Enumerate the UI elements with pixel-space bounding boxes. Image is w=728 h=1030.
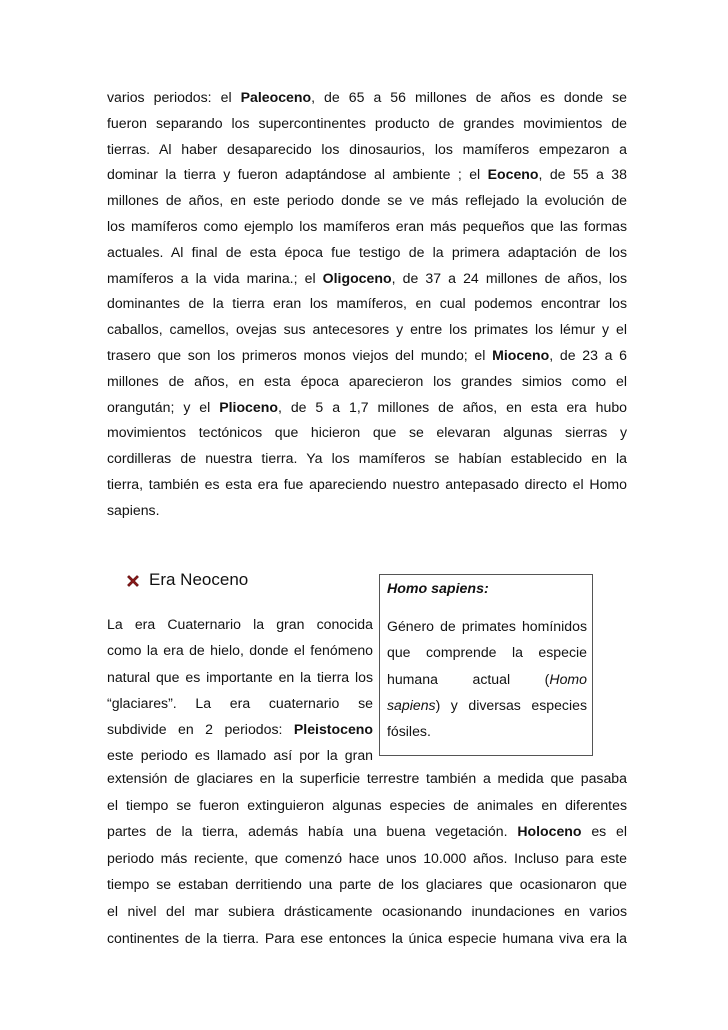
text-line: humana actual (Homo — [387, 670, 587, 687]
text-line: dominar la tierra y fueron adaptándose al ambiente ; el Eoceno, de 55 a 38 — [107, 166, 627, 183]
text-line: “glaciares”. La era cuaternario se — [107, 694, 373, 711]
paragraph-tertiary-periods — [107, 85, 627, 524]
text-line: los mamíferos como ejemplo los mamíferos eran más pequeños que las formas — [107, 217, 627, 234]
term-oligoceno: Oligoceno — [322, 269, 392, 286]
text-line: cordilleras de nuestra tierra. Ya los mamíferos se habían establecido en la — [107, 450, 627, 467]
text-line: actuales. Al final de esta época fue testigo de la primera adaptación de los — [107, 243, 627, 260]
text-line: varios periodos: el Paleoceno, de 65 a 56 millones de años es donde se — [107, 89, 627, 105]
text-line: partes de la tierra, además había una buena vegetación. Holoceno es el — [107, 823, 627, 840]
text-line: fósiles. — [387, 723, 431, 740]
text-line: movimientos tectónicos que hicieron que se elevaran algunas sierras y — [107, 424, 627, 441]
text-line: subdivide en 2 periodos: Pleistoceno — [107, 721, 373, 738]
text-line: millones de años, en esta época aparecieron los grandes simios como el — [107, 372, 627, 389]
text-line: tierras. Al haber desaparecido los dinosaurios, los mamíferos empezaron a — [107, 140, 627, 157]
text-line: sapiens) y diversas especies — [387, 696, 587, 713]
paragraph-cuaternario — [107, 611, 373, 769]
text-line: el nivel del mar subiera drásticamente ocasionando inundaciones en varios — [107, 902, 627, 919]
text-line: el tiempo se fueron extinguieron algunas especies de animales en diferentes — [107, 796, 627, 813]
text-line: trasero que son los primeros monos viejos del mundo; el Mioceno, de 23 a 6 — [107, 346, 628, 363]
text-line: millones de años, en este periodo donde se ve más reflejado la evolución de — [107, 192, 627, 209]
paragraph-holoceno — [107, 765, 627, 951]
section-heading-text: Era Neoceno — [149, 570, 249, 589]
text-line: fueron separando los supercontinentes producto de grandes movimientos de — [107, 114, 627, 131]
term-pleistoceno: Pleistoceno — [293, 721, 373, 738]
x-mark-icon — [125, 572, 141, 588]
text-line: tierra, también es esta era fue apareciendo nuestro antepasado directo el Homo — [107, 475, 627, 492]
text-line: continentes de la tierra. Para ese entonces la única especie humana viva era la — [107, 929, 627, 946]
term-mioceno: Mioceno — [492, 346, 550, 363]
text-line: natural que es importante en la tierra los — [107, 668, 373, 685]
text-line: como la era de hielo, donde el fenómeno — [107, 642, 373, 659]
text-line: que comprende la especie — [387, 644, 587, 661]
callout-title: Homo sapiens: — [387, 581, 489, 597]
text-line: este periodo es llamado así por la gran — [107, 747, 373, 764]
callout-body — [387, 613, 587, 744]
term-holoceno: Holoceno — [517, 823, 582, 840]
text-line: Género de primates homínidos — [387, 618, 587, 634]
homo-sapiens-callout — [379, 574, 593, 756]
term-plioceno: Plioceno — [219, 398, 278, 415]
term-homo: Homo — [549, 670, 587, 687]
section-heading — [125, 568, 248, 592]
text-line: orangután; y el Plioceno, de 5 a 1,7 millones de años, en esta era hubo — [107, 398, 627, 415]
term-sapiens: sapiens — [387, 696, 436, 713]
text-line: mamíferos a la vida marina.; el Oligoceno, de 37 a 24 millones de años, los — [107, 269, 627, 286]
text-line: caballos, camellos, ovejas sus antecesores y entre los primates los lémur y el — [107, 321, 627, 338]
text-line: La era Cuaternario la gran conocida — [107, 616, 373, 632]
text-line: tiempo se estaban derritiendo una parte de los glaciares que ocasionaron que — [107, 876, 627, 893]
term-eoceno: Eoceno — [487, 166, 539, 183]
text-line: dominantes de la tierra eran los mamíferos, en cual podemos encontrar los — [107, 295, 627, 312]
term-paleoceno: Paleoceno — [240, 89, 312, 105]
text-line: extensión de glaciares en la superficie terrestre también a medida que pasaba — [107, 770, 627, 786]
text-line: sapiens. — [107, 501, 160, 518]
text-line: periodo más reciente, que comenzó hace unos 10.000 años. Incluso para este — [107, 849, 627, 866]
